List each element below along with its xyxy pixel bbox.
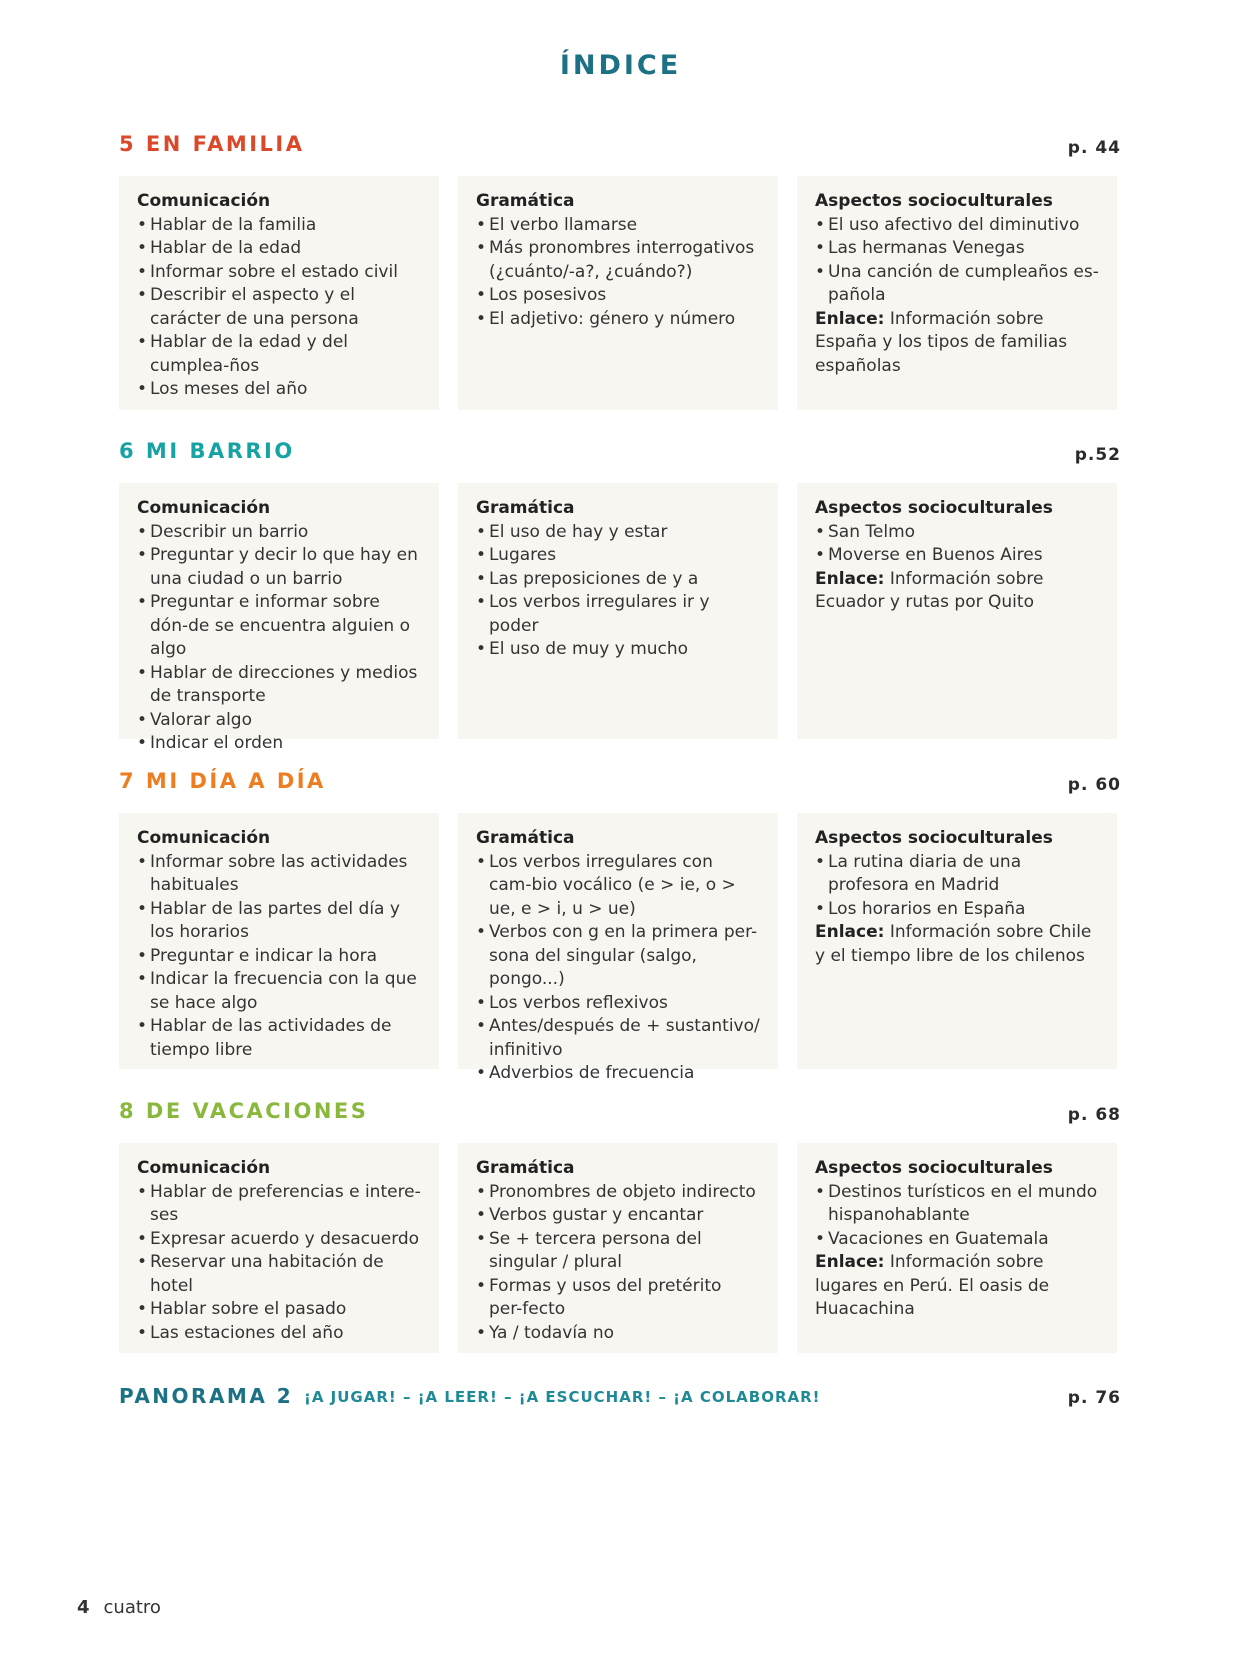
list-item: • Hablar de las actividades de tiempo libre (137, 1015, 421, 1062)
panorama-title: PANORAMA 2 (119, 1384, 294, 1408)
list-item: • Destinos turísticos en el mundo hispanohablante (815, 1181, 1099, 1228)
list-item: • Formas y usos del pretérito per-fecto (476, 1275, 760, 1322)
list-item: • Los verbos reflexivos (476, 992, 760, 1016)
gramatica-heading: Gramática (476, 828, 575, 848)
list-item: • Hablar de la familia (137, 214, 421, 238)
unit-title: 8 DE VACACIONES (119, 1099, 369, 1123)
list-item: • Se + tercera persona del singular / plural (476, 1228, 760, 1275)
unit-header (119, 1099, 1121, 1129)
list-item: • Valorar algo (137, 709, 421, 733)
page-footer (77, 1597, 161, 1618)
gramatica-heading: Gramática (476, 191, 575, 211)
list-item: • Describir el aspecto y el carácter de una persona (137, 284, 421, 331)
footer-page-word: cuatro (103, 1597, 161, 1618)
list-item: • El uso de muy y mucho (476, 638, 760, 662)
list-item: • Los verbos irregulares ir y poder (476, 591, 760, 638)
enlace-label: Enlace: (815, 308, 885, 329)
list-item: • Hablar de la edad (137, 237, 421, 261)
gramatica-heading: Gramática (476, 498, 575, 518)
unit-page-number: p. 44 (1067, 138, 1121, 158)
page-title: ÍNDICE (559, 50, 682, 81)
list-item: • Hablar de preferencias e intere-ses (137, 1181, 421, 1228)
unit-header (119, 132, 1121, 162)
unit-page-number: p. 60 (1067, 775, 1121, 795)
list-item: • Informar sobre el estado civil (137, 261, 421, 285)
enlace-label: Enlace: (815, 568, 885, 589)
enlace-note (815, 1251, 1099, 1322)
list-item: • Preguntar e informar sobre dón-de se encuentra alguien o algo (137, 591, 421, 662)
unit-6 (119, 439, 1121, 753)
list-item: • Hablar de direcciones y medios de transporte (137, 662, 421, 709)
footer-page-number: 4 (77, 1597, 90, 1618)
unit-title: 5 EN FAMILIA (119, 132, 305, 156)
list-item: • Las preposiciones de y a (476, 568, 760, 592)
list-item: • Las hermanas Venegas (815, 237, 1099, 261)
list-item: • Adverbios de frecuencia (476, 1062, 760, 1086)
list-item: • Pronombres de objeto indirecto (476, 1181, 760, 1205)
aspectos-box (797, 483, 1117, 739)
enlace-text: Información sobre Ecuador y rutas por Quito (815, 568, 1044, 612)
list-item: • Expresar acuerdo y desacuerdo (137, 1228, 421, 1252)
gramatica-box (458, 813, 778, 1083)
gramatica-box (458, 1143, 778, 1353)
gramatica-box (458, 483, 778, 739)
list-item: • Antes/después de + sustantivo/ infinitivo (476, 1015, 760, 1062)
list-item: • Las estaciones del año (137, 1322, 421, 1346)
list-item: • Más pronombres interrogativos (¿cuánto/-a?, ¿cuándo?) (476, 237, 760, 284)
comunicacion-box (119, 813, 439, 1069)
aspectos-box (797, 176, 1117, 410)
list-item: • Reservar una habitación de hotel (137, 1251, 421, 1298)
list-item: • Hablar de las partes del día y los horarios (137, 898, 421, 945)
enlace-note (815, 308, 1099, 379)
unit-title: 6 MI BARRIO (119, 439, 295, 463)
aspectos-heading: Aspectos socioculturales (815, 191, 1053, 211)
unit-header (119, 439, 1121, 469)
unit-5 (119, 132, 1121, 399)
unit-page-number: p.52 (1074, 445, 1121, 465)
gramatica-box (458, 176, 778, 410)
list-item: • Una canción de cumpleaños es-pañola (815, 261, 1099, 308)
list-item: • Preguntar y decir lo que hay en una ciudad o un barrio (137, 544, 421, 591)
list-item: • Informar sobre las actividades habituales (137, 851, 421, 898)
list-item: • El uso afectivo del diminutivo (815, 214, 1099, 238)
panorama-page-number: p. 76 (1067, 1388, 1121, 1408)
list-item: • Indicar la frecuencia con la que se hace algo (137, 968, 421, 1015)
list-item: • Los meses del año (137, 378, 421, 402)
list-item: • Lugares (476, 544, 760, 568)
panorama-subtitle: ¡A JUGAR! – ¡A LEER! – ¡A ESCUCHAR! – ¡A COLABORAR! (304, 1388, 821, 1406)
list-item: • El uso de hay y estar (476, 521, 760, 545)
unit-7 (119, 769, 1121, 1083)
list-item: • San Telmo (815, 521, 1099, 545)
list-item: • Los verbos irregulares con cam-bio vocálico (e > ie, o > ue, e > i, u > ue) (476, 851, 760, 922)
list-item: • Los horarios en España (815, 898, 1099, 922)
enlace-text: Información sobre España y los tipos de familias españolas (815, 308, 1068, 376)
unit-page-number: p. 68 (1067, 1105, 1121, 1125)
enlace-note (815, 568, 1099, 615)
aspectos-heading: Aspectos socioculturales (815, 828, 1053, 848)
list-item: • Hablar de la edad y del cumplea-ños (137, 331, 421, 378)
list-item: • Hablar sobre el pasado (137, 1298, 421, 1322)
aspectos-box (797, 813, 1117, 1069)
comunicacion-heading: Comunicación (137, 498, 271, 518)
list-item: • Verbos con g en la primera per-sona del singular (salgo, pongo...) (476, 921, 760, 992)
aspectos-box (797, 1143, 1117, 1353)
list-item: • Verbos gustar y encantar (476, 1204, 760, 1228)
enlace-text: Información sobre Chile y el tiempo libre de los chilenos (815, 922, 1092, 966)
list-item: • El verbo llamarse (476, 214, 760, 238)
enlace-label: Enlace: (815, 1252, 885, 1272)
list-item: • Preguntar e indicar la hora (137, 945, 421, 969)
comunicacion-box (119, 483, 439, 753)
comunicacion-heading: Comunicación (137, 828, 271, 848)
aspectos-heading: Aspectos socioculturales (815, 498, 1053, 518)
panorama-row (119, 1384, 1121, 1414)
comunicacion-heading: Comunicación (137, 191, 271, 211)
list-item: • Describir un barrio (137, 521, 421, 545)
unit-8 (119, 1099, 1121, 1343)
enlace-label: Enlace: (815, 922, 885, 942)
enlace-note (815, 921, 1099, 968)
list-item: • Los posesivos (476, 284, 760, 308)
comunicacion-box (119, 1143, 439, 1353)
list-item: • La rutina diaria de una profesora en Madrid (815, 851, 1099, 898)
comunicacion-heading: Comunicación (137, 1158, 271, 1178)
unit-header (119, 769, 1121, 799)
comunicacion-box (119, 176, 439, 410)
unit-title: 7 MI DÍA A DÍA (119, 769, 326, 793)
list-item: • Moverse en Buenos Aires (815, 544, 1099, 568)
list-item: • El adjetivo: género y número (476, 308, 760, 332)
gramatica-heading: Gramática (476, 1158, 575, 1178)
list-item: • Ya / todavía no (476, 1322, 760, 1346)
aspectos-heading: Aspectos socioculturales (815, 1158, 1053, 1178)
enlace-text: Información sobre lugares en Perú. El oasis de Huacachina (815, 1252, 1050, 1319)
list-item: • Indicar el orden (137, 732, 421, 756)
list-item: • Vacaciones en Guatemala (815, 1228, 1099, 1252)
